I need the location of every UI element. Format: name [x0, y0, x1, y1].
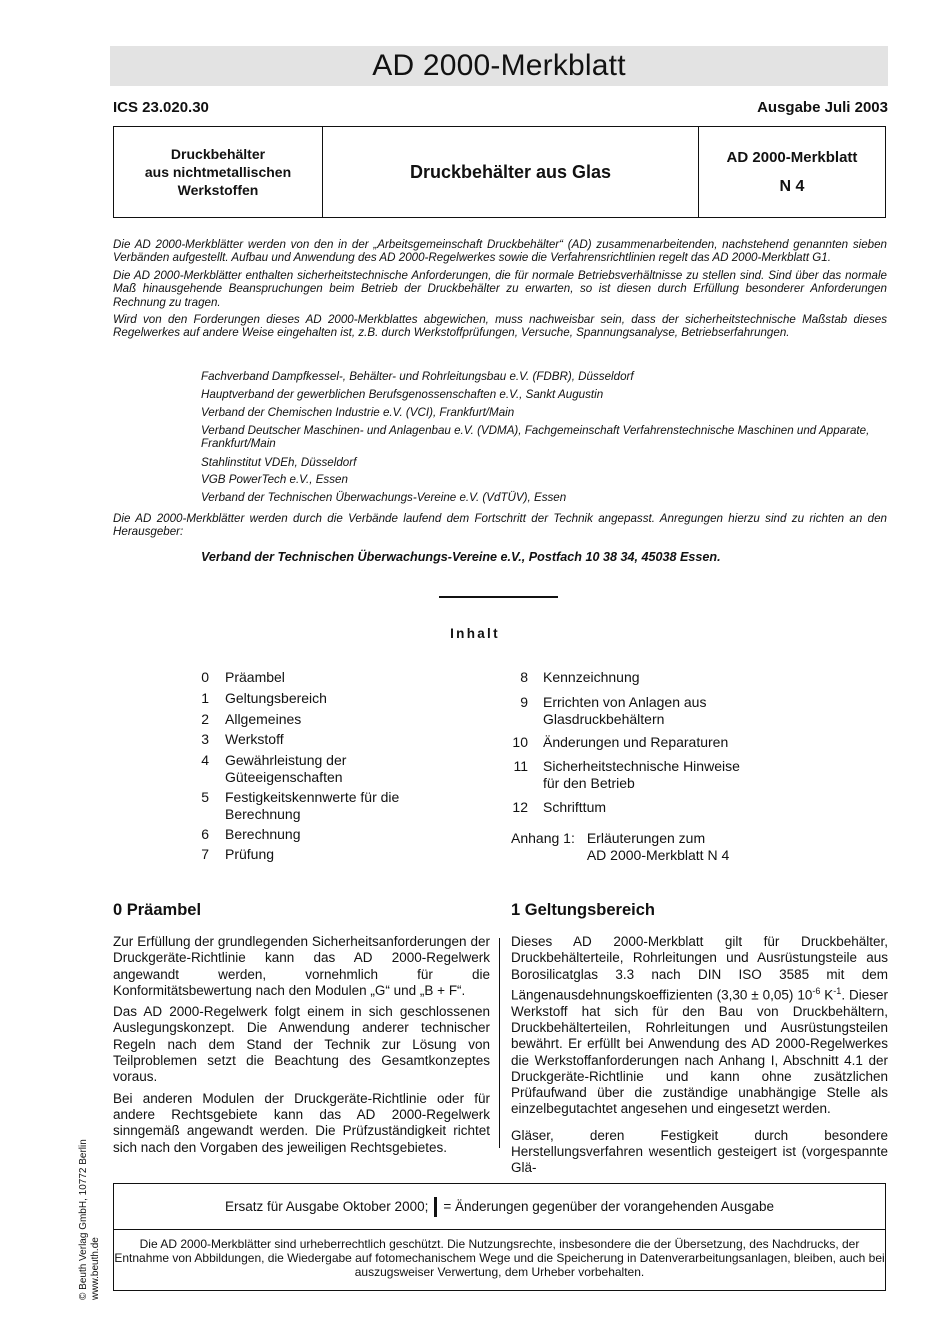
- association-item: Fachverband Dampfkessel-, Behälter- und Rohrleitungsbau e.V. (FDBR), Düsseldorf: [201, 370, 634, 383]
- update-note: Die AD 2000-Merkblätter werden durch die Verbände laufend dem Fortschritt der Technik angepasst. Anregungen hierzu sind zu richten an den Herausgeber:: [113, 512, 887, 539]
- toc-entry: [190, 690, 327, 707]
- toc-label: Kennzeichnung: [543, 669, 640, 685]
- document-title: AD 2000-Merkblatt: [110, 46, 888, 86]
- annex-label: Anhang 1:: [511, 830, 575, 846]
- toc-number: 6: [201, 826, 209, 842]
- toc-entry: [500, 758, 740, 791]
- association-item: Verband Deutscher Maschinen- und Anlagenbau e.V. (VDMA), Fachgemeinschaft Verfahrenstechnische Maschinen und Apparate, Frankfurt/Main: [201, 424, 870, 451]
- toc-entry: [500, 734, 728, 751]
- annex-text: Erläuterungen zum AD 2000-Merkblatt N 4: [586, 830, 730, 863]
- document-subject: Druckbehälter aus Glas: [323, 127, 699, 217]
- body-paragraph: [511, 934, 888, 1118]
- toc-label: Prüfung: [225, 846, 275, 862]
- toc-number: 9: [520, 694, 528, 710]
- toc-number: 12: [512, 799, 528, 815]
- replacement-note: [114, 1184, 885, 1230]
- sidebar-line: © Beuth Verlag GmbH, 10772 Berlin: [78, 1139, 89, 1300]
- toc-number: 7: [201, 846, 209, 862]
- section-heading: 0 Präambel: [113, 901, 202, 919]
- toc-number: 3: [201, 731, 209, 747]
- association-item: Hauptverband der gewerblichen Berufsgenossenschaften e.V., Sankt Augustin: [201, 388, 604, 401]
- body-paragraph: Gläser, deren Festigkeit durch besondere Herstellungsverfahren wesentlich gesteigert ist (vorgespannte Glä-: [511, 1127, 888, 1176]
- intro-paragraph: Wird von den Forderungen dieses AD 2000-Merkblattes abgewichen, muss nachweisbar sein, dass der sicherheitstechnische Maßstab dieses Regelwerkes auf andere Weise eingehalten ist, z.B. durch Werkstoffprüfungen, Versuche, Spannungsanalyse, Betriebserfahrungen.: [113, 313, 887, 340]
- section-heading: 1 Geltungsbereich: [511, 901, 655, 919]
- intro-paragraph: Die AD 2000-Merkblätter enthalten sicherheitstechnische Anforderungen, die für normale Betriebsverhältnisse zu stellen sind. Sind über das normale Maß hinausgehende Beanspruchungen beim Betrieb der Druckbehälter zu erwarten, so ist diesen durch Erfüllung besonderer Anforderungen Rechnung zu tragen.: [113, 268, 887, 309]
- toc-annex: [511, 830, 729, 863]
- association-item: VGB PowerTech e.V., Essen: [201, 473, 348, 486]
- section-body: [113, 934, 490, 1161]
- toc-label: Berechnung: [225, 826, 301, 842]
- toc-number: 11: [513, 758, 528, 774]
- divider: [439, 596, 558, 598]
- sheet-id-cell: [699, 127, 885, 217]
- toc-number: 4: [201, 752, 209, 768]
- sheet-label: AD 2000-Merkblatt: [726, 148, 858, 166]
- category-line: Werkstoffen: [177, 182, 259, 198]
- sidebar-text: [78, 1120, 102, 1300]
- toc-label: Werkstoff: [225, 731, 284, 747]
- title-box: [113, 126, 886, 218]
- toc-label: Änderungen und Reparaturen: [543, 734, 729, 750]
- toc-number: 1: [201, 690, 209, 706]
- exponent: -6: [812, 985, 821, 996]
- association-item: Stahlinstitut VDEh, Düsseldorf: [201, 456, 357, 469]
- replacement-text: Ersatz für Ausgabe Oktober 2000;: [224, 1199, 429, 1214]
- exponent: -1: [833, 985, 842, 996]
- copyright-note: Die AD 2000-Merkblätter sind urheberrechtlich geschützt. Die Nutzungsrechte, insbesondere die der Übersetzung, des Nachdrucks, der Entnahme von Abbildungen, die Wiedergabe auf fotomechanischem Wege und die Speicherung in Datenverarbeitungsanlagen, bleiben, auch bei auszugsweiser Verwertung, dem Urheber vorbehalten.: [114, 1237, 885, 1279]
- sidebar-line: www.beuth.de: [90, 1237, 101, 1300]
- column-rule: [499, 938, 500, 1148]
- body-paragraph: Zur Erfüllung der grundlegenden Sicherheitsanforderungen der Druckgeräte-Richtlinie kann das AD 2000-Regelwerk angewandt werden, vornehmlich für die Konformitätsbewertung nach den Modulen „G“ und „B + F“.: [113, 934, 490, 998]
- text-run: Dieses AD 2000-Merkblatt gilt für Druckbehälter, Druckbehälterteile, Rohrleitungen und Ausrüstungsteile aus Borosilicatglas 3.3 nach DIN ISO 3585 mit dem Längenausdehnungskoeffizienten (3,30 ± 0,05) 10: [511, 934, 888, 1003]
- intro-paragraph: Die AD 2000-Merkblätter werden von den in der „Arbeitsgemeinschaft Druckbehälter“ (AD) zusammenarbeitenden, nachstehend genannten sieben Verbänden aufgestellt. Aufbau und Anwendung des AD 2000-Regelwerkes sowie die Verfahrensrichtlinien regelt das AD 2000-Merkblatt G1.: [113, 238, 887, 265]
- intro-text: [113, 238, 887, 344]
- toc-entry: [190, 789, 399, 822]
- toc-entry: [500, 694, 706, 727]
- change-bar-marker: [434, 1197, 437, 1217]
- category-line: Druckbehälter: [170, 146, 266, 162]
- toc-number: 10: [512, 734, 528, 750]
- change-legend: = Änderungen gegenüber der vorangehenden Ausgabe: [443, 1199, 775, 1214]
- toc-entry: [500, 799, 606, 816]
- ics-code: ICS 23.020.30: [113, 99, 209, 116]
- edition-date: Ausgabe Juli 2003: [757, 99, 888, 116]
- text-run: K: [820, 987, 834, 1003]
- toc-entry: [190, 826, 301, 843]
- body-paragraph: Bei anderen Modulen der Druckgeräte-Richtlinie oder für andere Rechtsgebiete kann das AD 2000-Regelwerk sinngemäß angewandt werden. Die Prüfzuständigkeit richtet sich nach den Vorgaben des jeweiligen Rechtsgebietes.: [113, 1090, 490, 1155]
- toc-entry: [190, 731, 284, 748]
- toc-label: Präambel: [225, 669, 285, 685]
- toc-entry: [500, 669, 640, 686]
- text-run: . Dieser Werkstoff hat sich für den Bau von Druckbehältern, Druckbehälterteilen, Rohrleitungen und Ausrüstungsteilen bewährt. Er erfüllt bei Anwendung des AD 2000-Regelwerkes die Werkstoffanforderungen nach Anhang I, Abschnitt 4.1 der Druckgeräte-Richtlinie und kann ohne zusätzlichen Prüfaufwand über die zuständige unabhängige Stelle als einzelbegutachtet angesehen und eingesetzt werden.: [511, 987, 888, 1117]
- association-item: Verband der Technischen Überwachungs-Vereine e.V. (VdTÜV), Essen: [201, 491, 567, 504]
- toc-label: Geltungsbereich: [225, 690, 327, 706]
- toc-label: Sicherheitstechnische Hinweise für den Betrieb: [543, 758, 740, 791]
- toc-entry: [190, 669, 285, 686]
- sheet-number: N 4: [779, 177, 805, 195]
- toc-label: Errichten von Anlagen aus Glasdruckbehältern: [543, 694, 707, 727]
- body-paragraph: Das AD 2000-Regelwerk folgt einem in sich geschlossenen Auslegungskonzept. Die Anwendung anderer technischer Regeln nach dem Stand der Technik zur Lösung von Teilproblemen setzt die Beachtung des Gesamtkonzeptes voraus.: [113, 1004, 490, 1085]
- section-body: [511, 934, 888, 1182]
- toc-number: 5: [201, 789, 209, 805]
- toc-title: Inhalt: [450, 626, 500, 641]
- toc-entry: [190, 846, 274, 863]
- toc-number: 2: [201, 711, 209, 727]
- footer-box: [113, 1183, 886, 1291]
- category-cell: [114, 127, 323, 217]
- toc-label: Festigkeitskennwerte für die Berechnung: [225, 789, 400, 822]
- toc-label: Allgemeines: [225, 711, 302, 727]
- publisher-sidebar: [78, 1139, 112, 1300]
- toc-entry: [190, 752, 346, 785]
- toc-label: Gewährleistung der Güteeigenschaften: [225, 752, 347, 785]
- category-line: aus nichtmetallischen: [144, 164, 292, 180]
- toc-number: 8: [520, 669, 528, 685]
- association-item: Verband der Chemischen Industrie e.V. (VCI), Frankfurt/Main: [201, 406, 515, 419]
- toc-number: 0: [201, 669, 209, 685]
- toc-entry: [190, 711, 301, 728]
- toc-label: Schrifttum: [543, 799, 607, 815]
- publisher-address: Verband der Technischen Überwachungs-Vereine e.V., Postfach 10 38 34, 45038 Essen.: [201, 550, 721, 564]
